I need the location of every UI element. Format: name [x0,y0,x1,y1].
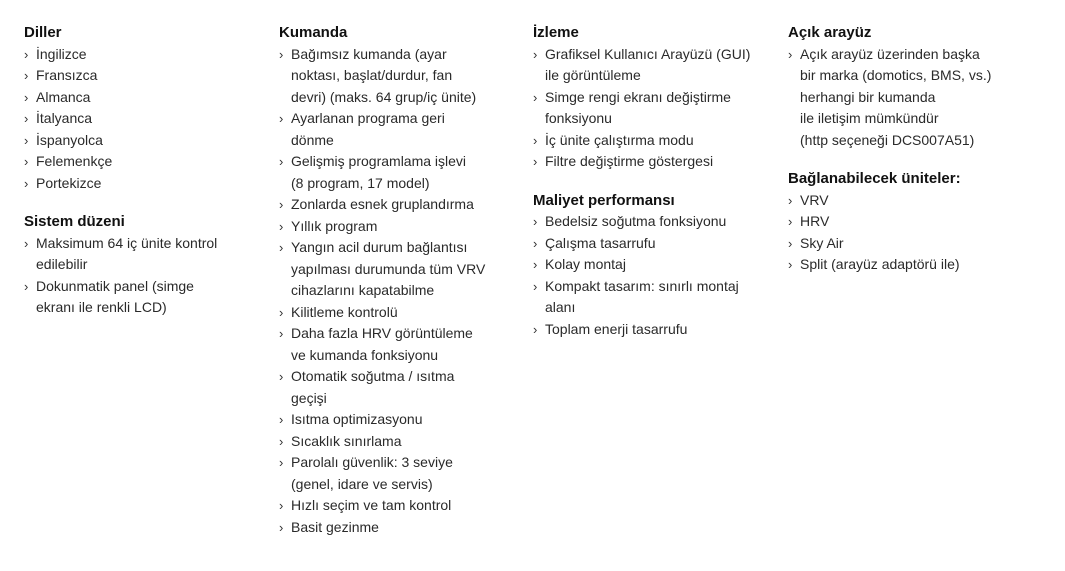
item-text: Maksimum 64 iç ünite kontrol edilebilir [36,234,218,272]
bullet-icon: › [279,154,284,169]
bullet-icon: › [279,197,284,212]
list-item [279,108,524,151]
bullet-icon: › [279,240,284,255]
list-item [24,65,269,87]
item-text: HRV [800,213,830,229]
item-text: İç ünite çalıştırma modu [545,131,694,148]
list-item [279,151,524,194]
item-text: Parolalı güvenlik: 3 seviye (genel, idare ve servis) [291,454,453,492]
list-item [788,211,1033,233]
bullet-icon: › [533,46,538,62]
item-text: Kolay montaj [545,256,626,272]
bullet-icon: › [533,257,538,272]
item-list [279,44,524,539]
list-item [24,130,269,152]
bullet-icon: › [279,46,284,62]
bullet-icon: › [279,412,284,427]
item-text: Bedelsiz soğutma fonksiyonu [545,213,727,229]
item-text: Gelişmiş programlama işlevi (8 program, 17 model) [291,153,467,191]
bullet-icon: › [533,154,538,169]
item-list [788,44,1033,152]
bullet-icon: › [533,321,538,337]
item-text: Kompakt tasarım: sınırlı montaj alanı [545,277,739,315]
list-item [24,173,269,195]
item-text: Kilitleme kontrolü [291,303,398,320]
item-text: Sky Air [800,234,844,251]
bullet-icon: › [24,278,29,294]
list-item [788,254,1033,276]
bullet-icon: › [24,46,29,62]
bullet-icon: › [279,369,284,384]
section-heading: Açık arayüz [788,24,872,41]
bullet-icon: › [279,433,284,449]
list-item [279,323,524,366]
list-item [24,87,269,109]
item-text: İtalyanca [36,110,93,126]
item-text: Ayarlanan programa geri dönme [291,110,445,148]
list-item [533,87,778,130]
bullet-icon: › [24,111,29,126]
bullet-icon: › [533,235,538,251]
bullet-icon: › [24,235,29,251]
item-text: Otomatik soğutma / ısıtma geçişi [291,368,455,406]
item-text: İspanyolca [36,131,103,148]
list-item [24,108,269,130]
list-item [533,44,778,87]
item-text: Grafiksel Kullanıcı Arayüzü (GUI) ile görüntüleme [545,45,751,83]
list-item [24,276,269,319]
section-languages [24,22,269,194]
list-item [533,319,778,341]
item-text: Yıllık program [291,217,378,234]
item-list [533,44,778,173]
list-item [279,517,524,539]
item-list [788,190,1033,276]
item-list [24,44,269,195]
item-text: Felemenkçe [36,153,113,169]
bullet-icon: › [788,235,793,251]
list-item [279,409,524,431]
list-item [279,194,524,216]
item-text: Sıcaklık sınırlama [291,432,402,449]
bullet-icon: › [788,192,793,208]
item-text: Daha fazla HRV görüntüleme ve kumanda fonksiyonu [291,325,473,363]
bullet-icon: › [788,46,793,62]
bullet-icon: › [279,455,284,470]
item-text: Split (arayüz adaptörü ile) [800,256,960,272]
bullet-icon: › [24,154,29,169]
list-item [533,254,778,276]
item-text: Zonlarda esnek gruplandırma [291,196,474,212]
section-connectable-units [788,168,1033,276]
bullet-icon: › [533,278,538,294]
item-text: Fransızca [36,67,98,83]
bullet-icon: › [279,111,284,126]
section-heading: Diller [24,24,62,41]
section-control [279,22,524,538]
section-open-interface [788,22,1033,151]
item-text: Almanca [36,88,91,105]
bullet-icon: › [24,89,29,105]
section-heading: İzleme [533,24,579,41]
column-3 [533,22,778,357]
bullet-icon: › [279,304,284,320]
bullet-icon: › [533,214,538,229]
column-4 [788,22,1033,293]
list-item [279,495,524,517]
section-heading: Maliyet performansı [533,191,675,209]
item-text: Filtre değiştirme göstergesi [545,153,714,169]
item-text: Isıtma optimizasyonu [291,411,423,427]
item-text: VRV [800,191,829,208]
list-item [24,151,269,173]
item-list [24,233,269,319]
list-item [279,452,524,495]
item-text: Açık arayüz üzerinden başka bir marka (domotics, BMS, vs.) herhangi bir kumanda ile iletişim mümkündür (http seçeneği DCS007A51) [800,45,992,148]
list-item [533,233,778,255]
item-text: Dokunmatik panel (simge ekranı ile renkli LCD) [36,277,194,315]
item-text: Bağımsız kumanda (ayar noktası, başlat/durdur, fan devri) (maks. 64 grup/iç ünite) [291,45,477,105]
list-item [788,190,1033,212]
section-heading: Sistem düzeni [24,213,125,230]
list-item [24,44,269,66]
list-item [533,211,778,233]
bullet-icon: › [533,132,538,148]
list-item [533,151,778,173]
bullet-icon: › [24,175,29,191]
section-heading: Bağlanabilecek üniteler: [788,170,961,187]
column-1 [24,22,269,336]
item-text: Toplam enerji tasarrufu [545,320,688,337]
bullet-icon: › [279,498,284,513]
list-item [533,276,778,319]
bullet-icon: › [788,257,793,272]
list-item [279,216,524,238]
item-text: İngilizce [36,45,87,62]
list-item [279,366,524,409]
list-item [279,431,524,453]
item-list [533,211,778,340]
list-item [279,237,524,302]
list-item [533,130,778,152]
list-item [788,233,1033,255]
section-monitoring [533,22,778,173]
list-item [24,233,269,276]
bullet-icon: › [279,326,284,341]
item-text: Çalışma tasarrufu [545,234,656,251]
item-text: Hızlı seçim ve tam kontrol [291,497,452,513]
list-item [279,44,524,109]
bullet-icon: › [788,214,793,229]
section-heading: Kumanda [279,24,348,41]
list-item [788,44,1033,152]
bullet-icon: › [279,218,284,234]
item-text: Yangın acil durum bağlantısı yapılması durumunda tüm VRV cihazlarını kapatabilme [291,239,486,298]
bullet-icon: › [533,89,538,105]
item-text: Portekizce [36,174,102,191]
section-cost-performance [533,190,778,341]
bullet-icon: › [279,519,284,535]
list-item [279,302,524,324]
section-system-layout [24,211,269,319]
column-2 [279,22,524,555]
bullet-icon: › [24,68,29,83]
item-text: Simge rengi ekranı değiştirme fonksiyonu [545,88,731,126]
item-text: Basit gezinme [291,518,379,535]
bullet-icon: › [24,132,29,148]
